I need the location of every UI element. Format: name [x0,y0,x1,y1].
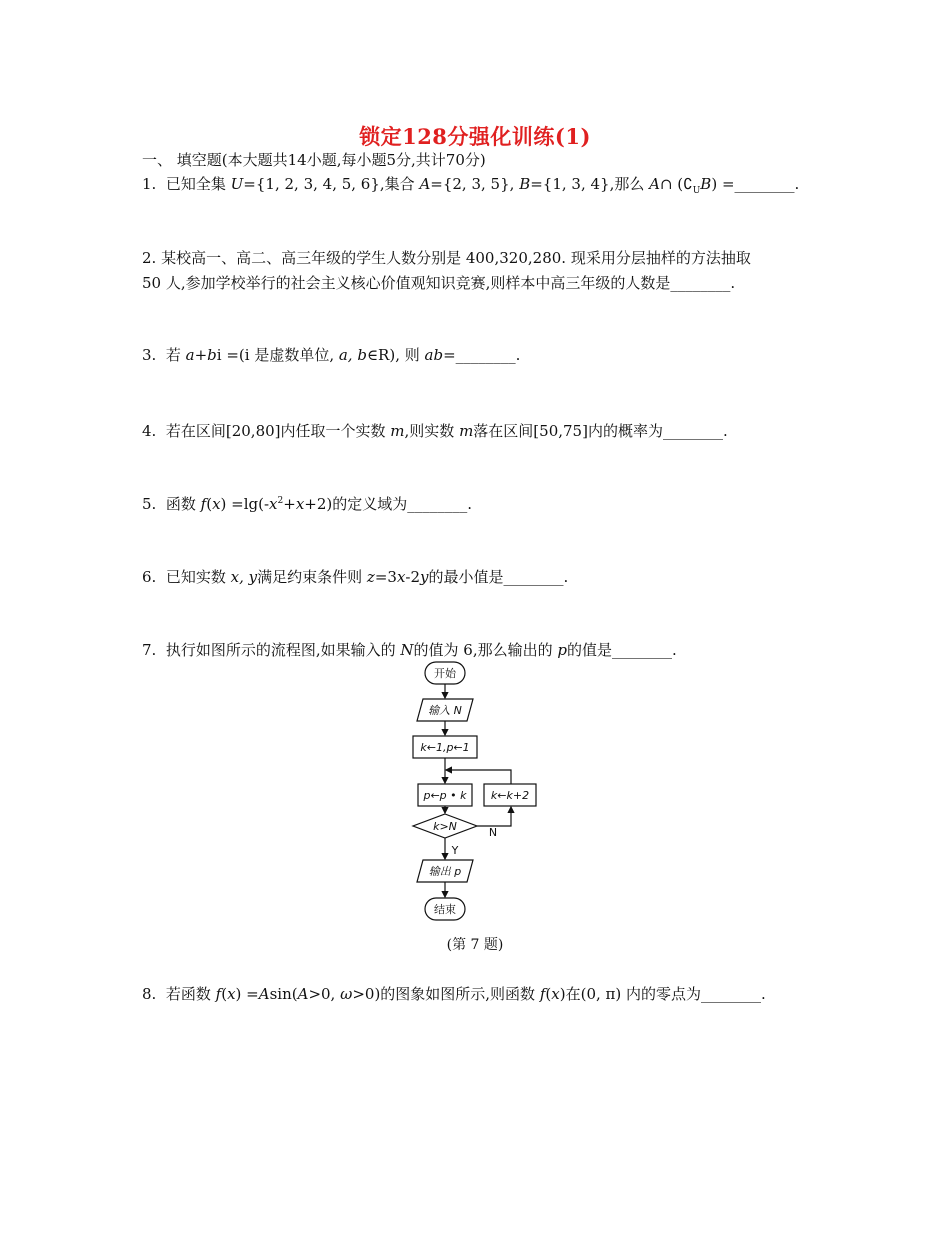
q7-text: 执行如图所示的流程图,如果输入的 [165,641,401,659]
var-x: x [396,568,406,586]
question-number: 3. [142,346,157,364]
q8-text: ( [545,985,552,1003]
q3-text: i =(i 是虚数单位, [216,346,339,364]
answer-blank: ________ [455,346,516,364]
flowchart-decision-label: k>N [433,820,457,833]
question-number: 4. [142,422,157,440]
question-2-line-1: 2. 某校高一、高二、高三年级的学生人数分别是 400,320,280. 现采用分层抽样的方法抽取 [142,249,751,267]
q4-text: ,则实数 [404,422,460,440]
q7-text: 的值是 [567,641,613,659]
var-a: A [297,985,309,1003]
var-f: f [539,985,546,1003]
q1-end: . [794,175,800,193]
q8-text: sin( [269,985,298,1003]
q6-text: 的最小值是 [428,568,504,586]
var-m: m [459,422,474,440]
var-ab: ab [424,346,444,364]
var-z: z [366,568,375,586]
q5-text: ) =lg(- [220,495,270,513]
var-y: y [420,568,429,586]
var-p: p [557,641,567,659]
q1-text: ) = [711,175,735,193]
q3-text: 若 [165,346,186,364]
var-x: x [212,495,221,513]
question-number: 1. [142,175,157,193]
flowchart-increment-label: k←k+2 [490,789,530,802]
q5-end: . [467,495,473,513]
q8-text: >0)的图象如图所示,则函数 [352,985,540,1003]
q2-text: 50 人,参加学校举行的社会主义核心价值观知识竞赛,则样本中高三年级的人数是 [142,274,671,292]
q6-text: 已知实数 [165,568,231,586]
var-x: x [551,985,560,1003]
page-title: 锁定128分强化训练(1) [359,124,591,149]
question-4 [142,421,728,441]
q8-text: >0, [308,985,341,1003]
q5-text: ( [206,495,213,513]
var-n: N [400,641,414,659]
var-u: U [230,175,244,193]
flowchart-init-label: k←1,p←1 [420,741,470,754]
var-x-y: x, y [230,568,258,586]
q7-text: 的值为 6,那么输出的 [413,641,558,659]
q8-end: . [761,985,766,1003]
question-1 [142,174,799,194]
q3-text: ∈R), 则 [366,346,425,364]
flowchart-output-label: 输出 p [428,865,462,878]
question-number: 5. [142,495,157,513]
question-number: 8. [142,985,157,1003]
q6-text: =3 [374,568,397,586]
answer-blank: ________ [407,495,468,513]
q3-end: . [515,346,521,364]
q5-text: + [283,495,296,513]
var-b: B [519,175,531,193]
q1-text: 已知全集 [165,175,231,193]
q8-text: 若函数 [165,985,216,1003]
q8-text: )在(0, π) 内的零点为 [559,985,701,1003]
q5-text: 函数 [165,495,201,513]
flowchart-multiply-label: p←p • k [423,789,467,802]
question-6 [142,567,568,587]
flowchart-no-label: N [488,826,498,839]
var-x: x [269,495,278,513]
var-a: A [649,175,660,193]
question-8 [142,984,766,1004]
flowchart-input-label: 输入 N [428,704,462,717]
answer-blank: ________ [701,985,761,1003]
var-x: x [227,985,236,1003]
var-m: m [390,422,405,440]
q8-text: ( [221,985,228,1003]
answer-blank: ________ [670,274,731,292]
var-a: A [258,985,270,1003]
var-x: x [295,495,305,513]
flowchart-yes-label: Y [451,844,459,857]
answer-blank: ________ [662,422,723,440]
figure-caption: (第 7 题) [446,937,504,953]
answer-blank: ________ [503,568,564,586]
q4-end: . [722,422,728,440]
subscript-u: U [692,186,701,196]
q6-end: . [563,568,569,586]
q1-text: ∩ (∁ [659,175,693,193]
q6-text: -2 [405,568,421,586]
answer-blank: ________ [612,641,673,659]
var-omega: ω [340,985,353,1003]
q7-end: . [672,641,677,659]
flowchart-start-label: 开始 [434,667,456,680]
q3-text: = [443,346,456,364]
q4-text: 落在区间[50,75]内的概率为 [473,422,663,440]
q4-text: 若在区间[20,80]内任取一个实数 [165,422,391,440]
flowchart [395,658,555,928]
var-a-plus-b: a+b [185,346,217,364]
q1-text: ={2, 3, 5}, [430,175,520,193]
question-number: 7. [142,641,157,659]
answer-blank: ________ [734,175,795,193]
question-5 [142,494,472,514]
var-a-b: a, b [338,346,367,364]
q1-text: ={1, 2, 3, 4, 5, 6},集合 [243,175,420,193]
question-7 [142,640,677,660]
q5-text: +2)的定义域为 [304,495,408,513]
q2-end: . [730,274,736,292]
q6-text: 满足约束条件则 [257,568,367,586]
superscript-2: 2 [277,496,284,506]
var-b: B [700,175,712,193]
var-f: f [215,985,222,1003]
flowchart-end-label: 结束 [434,903,456,916]
question-3 [142,345,520,365]
q8-text: ) = [235,985,259,1003]
question-2-line-2 [142,273,735,293]
q1-text: ={1, 3, 4},那么 [530,175,650,193]
question-number: 6. [142,568,157,586]
var-a: A [419,175,431,193]
section-heading: 一、 填空题(本大题共14小题,每小题5分,共计70分) [142,151,486,169]
var-f: f [200,495,207,513]
